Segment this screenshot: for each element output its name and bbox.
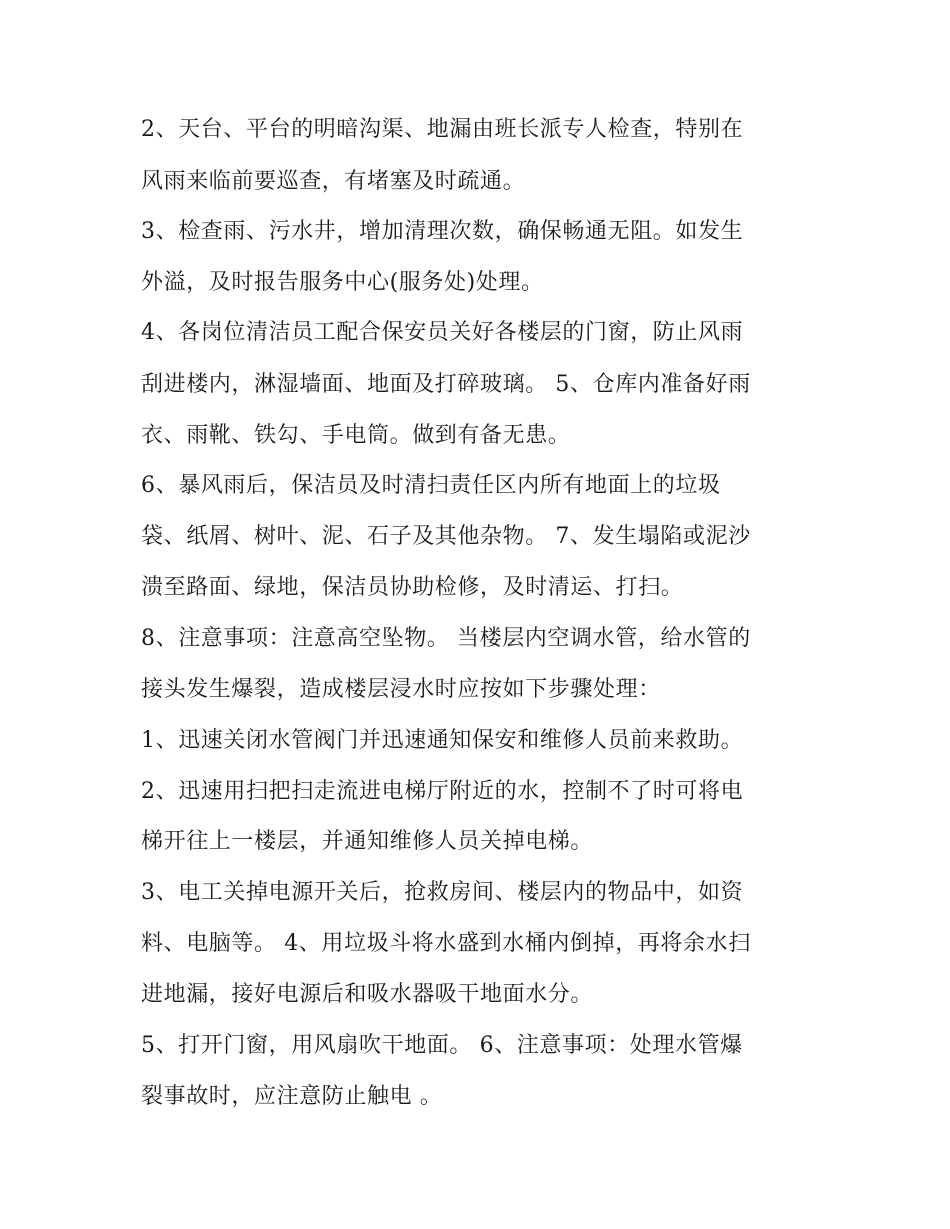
text-line: 进地漏，接好电源后和吸水器吸干地面水分。 bbox=[141, 982, 594, 1007]
text-line: 3、检查雨、污水井，增加清理次数，确保畅通无阻。如发生 bbox=[141, 219, 744, 244]
text-line: 2、天台、平台的明暗沟渠、地漏由班长派专人检查，特别在 bbox=[141, 117, 744, 142]
text-line: 溃至路面、绿地，保洁员协助检修，及时清运、打扫。 bbox=[141, 575, 684, 600]
text-line: 8、注意事项：注意高空坠物。 当楼层内空调水管，给水管的 bbox=[141, 626, 751, 651]
text-line: 外溢，及时报告服务中心(服务处)处理。 bbox=[141, 270, 544, 295]
text-line: 3、电工关掉电源开关后，抢救房间、楼层内的物品中，如资 bbox=[141, 880, 744, 905]
text-line: 裂事故时，应注意防止触电 。 bbox=[141, 1084, 443, 1109]
text-line: 4、各岗位清洁员工配合保安员关好各楼层的门窗，防止风雨 bbox=[141, 320, 744, 345]
text-line: 料、电脑等。 4、用垃圾斗将水盛到水桶内倒掉，再将余水扫 bbox=[141, 931, 751, 956]
text-line: 衣、雨靴、铁勾、手电筒。做到有备无患。 bbox=[141, 423, 571, 448]
text-line: 风雨来临前要巡查，有堵塞及时疏通。 bbox=[141, 169, 526, 194]
text-line: 5、打开门窗，用风扇吹干地面。 6、注意事项：处理水管爆 bbox=[141, 1033, 743, 1058]
text-line: 袋、纸屑、树叶、泥、石子及其他杂物。 7、发生塌陷或泥沙 bbox=[141, 524, 751, 549]
text-line: 6、暴风雨后，保洁员及时清扫责任区内所有地面上的垃圾 bbox=[141, 473, 721, 498]
text-line: 1、迅速关闭水管阀门并迅速通知保安和维修人员前来救助。 bbox=[141, 728, 744, 753]
text-line: 梯开往上一楼层，并通知维修人员关掉电梯。 bbox=[141, 829, 594, 854]
text-line: 接头发生爆裂，造成楼层浸水时应按如下步骤处理： bbox=[141, 677, 661, 702]
text-line: 刮进楼内，淋湿墙面、地面及打碎玻璃。 5、仓库内准备好雨 bbox=[141, 372, 751, 397]
text-line: 2、迅速用扫把扫走流进电梯厅附近的水，控制不了时可将电 bbox=[141, 779, 744, 804]
